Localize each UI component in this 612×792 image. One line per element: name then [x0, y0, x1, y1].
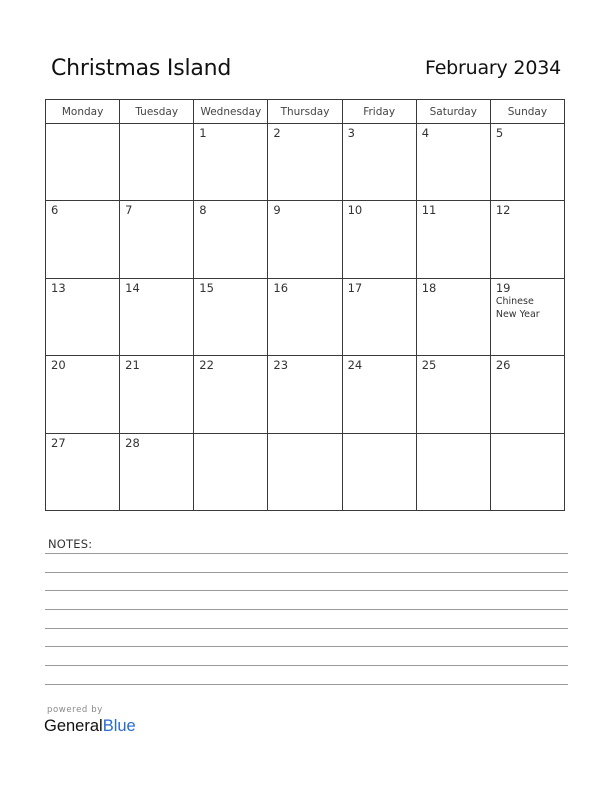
day-number: 11: [421, 203, 437, 218]
week-row: [46, 201, 565, 278]
day-cell: [268, 201, 342, 278]
day-number: [194, 434, 267, 437]
day-cell: [194, 356, 268, 433]
day-cell: [416, 124, 490, 201]
weekday-saturday: Saturday: [416, 100, 490, 124]
note-line: [45, 646, 568, 647]
day-cell: [120, 201, 194, 278]
day-cell: [120, 278, 194, 355]
day-cell: [46, 124, 120, 201]
day-cell: [490, 356, 564, 433]
day-cell: [194, 201, 268, 278]
day-number: 22: [199, 358, 214, 373]
note-line: [45, 628, 568, 629]
note-line: [45, 572, 568, 573]
week-row: [46, 356, 565, 433]
day-number: 5: [495, 126, 504, 140]
day-cell: [46, 278, 120, 355]
day-number: 6: [51, 203, 59, 218]
weekday-sunday: Sunday: [490, 100, 564, 124]
calendar-month: February 2034: [425, 57, 561, 79]
holiday-label: New Year: [495, 308, 540, 320]
weekday-tuesday: Tuesday: [120, 100, 194, 124]
day-number: 16: [273, 280, 289, 295]
day-cell: [120, 356, 194, 433]
weekday-friday: Friday: [342, 100, 416, 124]
day-number: 4: [421, 126, 430, 140]
calendar-grid: [45, 99, 565, 511]
day-cell: [194, 278, 268, 355]
day-number: 10: [347, 203, 363, 218]
weekday-monday: Monday: [46, 100, 120, 124]
day-cell: [416, 201, 490, 278]
day-number: 28: [125, 435, 140, 450]
day-cell: [268, 124, 342, 201]
day-number: [120, 124, 193, 127]
day-number: 13: [51, 280, 66, 295]
day-cell: [46, 356, 120, 433]
day-number: 1: [199, 126, 207, 140]
day-number: 12: [495, 203, 511, 218]
day-cell: [342, 356, 416, 433]
note-line: [45, 590, 568, 591]
day-cell: [194, 124, 268, 201]
brand-blue-text: Blue: [102, 717, 136, 735]
day-number: 21: [125, 358, 140, 373]
day-number: 18: [421, 280, 437, 295]
day-number: 8: [199, 203, 207, 218]
note-line: [45, 665, 568, 666]
day-number: 15: [199, 280, 214, 295]
day-cell: [268, 278, 342, 355]
day-number: [343, 434, 416, 437]
day-number: [268, 434, 341, 437]
day-number: [417, 434, 490, 437]
day-cell: [416, 278, 490, 355]
week-row: [46, 278, 565, 355]
day-number: 26: [495, 358, 511, 373]
day-number: 2: [273, 126, 281, 140]
day-number: [491, 434, 564, 437]
day-number: 14: [125, 280, 140, 295]
day-number: 19: [495, 280, 511, 295]
day-number: 17: [347, 280, 363, 295]
day-cell-holiday: [490, 278, 564, 355]
note-line: [45, 609, 568, 610]
week-row: [46, 433, 565, 510]
day-cell: [46, 433, 120, 510]
week-row: [46, 124, 565, 201]
day-number: 27: [51, 435, 66, 450]
day-cell: [490, 201, 564, 278]
brand-logo: [44, 717, 136, 736]
day-number: 3: [347, 126, 355, 140]
day-cell: [342, 124, 416, 201]
day-number: 20: [51, 358, 66, 373]
day-cell: [120, 433, 194, 510]
day-number: [46, 124, 119, 127]
day-number: 25: [421, 358, 437, 373]
day-cell: [342, 278, 416, 355]
notes-label: NOTES:: [48, 537, 93, 551]
day-number: 24: [347, 358, 363, 373]
day-number: 9: [273, 203, 281, 218]
day-cell: [416, 433, 490, 510]
weekday-thursday: Thursday: [268, 100, 342, 124]
weekday-header-row: [46, 100, 565, 124]
day-cell: [120, 124, 194, 201]
day-cell: [268, 433, 342, 510]
note-line: [45, 553, 568, 554]
day-cell: [490, 124, 564, 201]
day-cell: [490, 433, 564, 510]
weekday-wednesday: Wednesday: [194, 100, 268, 124]
day-cell: [46, 201, 120, 278]
day-cell: [194, 433, 268, 510]
day-cell: [416, 356, 490, 433]
day-cell: [342, 433, 416, 510]
day-number: 7: [125, 203, 133, 218]
powered-by-text: powered by: [47, 705, 103, 715]
holiday-label: Chinese: [495, 295, 534, 307]
calendar-title: Christmas Island: [51, 56, 232, 81]
note-line: [45, 684, 568, 685]
day-cell: [268, 356, 342, 433]
brand-general-text: General: [44, 717, 103, 735]
day-number: 23: [273, 358, 289, 373]
day-cell: [342, 201, 416, 278]
